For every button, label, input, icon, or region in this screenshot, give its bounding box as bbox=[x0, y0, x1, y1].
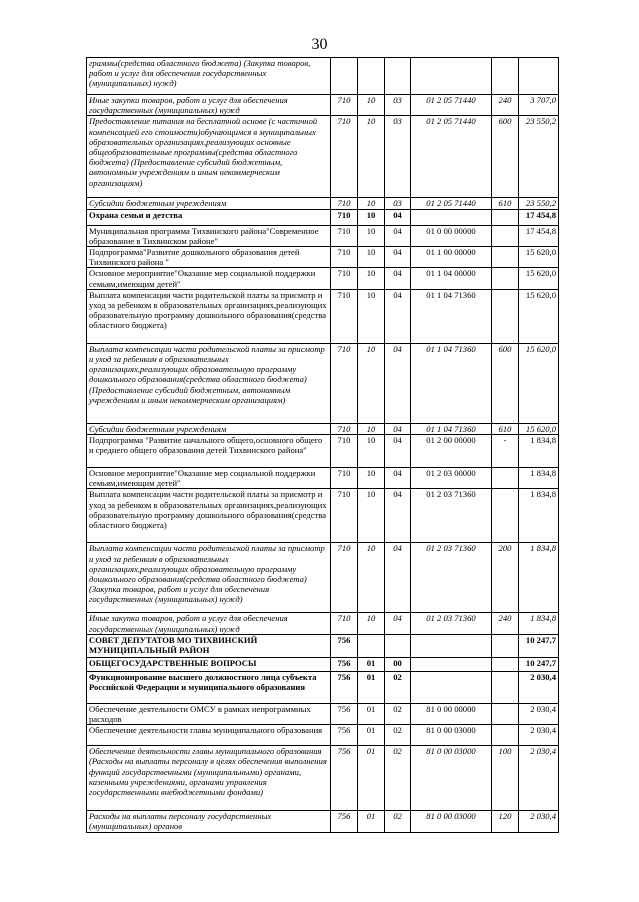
cell-sum: 2 030,4 bbox=[519, 725, 559, 746]
cell-sum: 3 707,0 bbox=[519, 95, 559, 116]
cell-vr bbox=[492, 209, 519, 225]
cell-name: Иные закупки товаров, работ и услуг для обеспечения государственных (муниципальных) нужд bbox=[87, 95, 331, 116]
cell-sum: 1 834,8 bbox=[519, 435, 559, 468]
page-number: 30 bbox=[311, 36, 328, 53]
cell-csr: 81 0 00 03000 bbox=[411, 746, 492, 811]
cell-name: Обеспечение деятельности главы муниципального образования bbox=[87, 725, 331, 746]
cell-vr bbox=[492, 468, 519, 489]
cell-gr: 710 bbox=[331, 468, 358, 489]
cell-pr: 04 bbox=[385, 225, 411, 246]
table-row bbox=[87, 116, 559, 198]
cell-vr bbox=[492, 703, 519, 724]
table-row bbox=[87, 725, 559, 746]
cell-vr: 240 bbox=[492, 95, 519, 116]
table-row bbox=[87, 247, 559, 268]
cell-gr: 756 bbox=[331, 746, 358, 811]
cell-sum: 17 454,8 bbox=[519, 209, 559, 225]
cell-csr: 01 2 03 71360 bbox=[411, 543, 492, 613]
cell-sum: 23 550,2 bbox=[519, 198, 559, 209]
cell-csr: 01 2 03 71360 bbox=[411, 489, 492, 543]
cell-gr: 710 bbox=[331, 489, 358, 543]
cell-vr bbox=[492, 657, 519, 671]
table-row bbox=[87, 268, 559, 289]
cell-gr: 710 bbox=[331, 198, 358, 209]
cell-pr: 04 bbox=[385, 209, 411, 225]
table-row bbox=[87, 746, 559, 811]
cell-pr bbox=[385, 634, 411, 657]
cell-name: Основное мероприятие"Оказание мер социальной поддержки семьям,имеющим детей" bbox=[87, 468, 331, 489]
cell-gr: 756 bbox=[331, 634, 358, 657]
cell-pr: 02 bbox=[385, 746, 411, 811]
cell-rz: 10 bbox=[358, 247, 385, 268]
cell-sum: 2 030,4 bbox=[519, 811, 559, 832]
cell-pr: 04 bbox=[385, 468, 411, 489]
cell-gr: 710 bbox=[331, 543, 358, 613]
cell-rz: 10 bbox=[358, 423, 385, 434]
cell-gr: 710 bbox=[331, 225, 358, 246]
cell-vr: 610 bbox=[492, 423, 519, 434]
cell-rz: 01 bbox=[358, 703, 385, 724]
cell-rz: 10 bbox=[358, 468, 385, 489]
cell-rz: 01 bbox=[358, 811, 385, 832]
cell-csr: 01 2 05 71440 bbox=[411, 198, 492, 209]
table-row bbox=[87, 703, 559, 724]
cell-rz: 10 bbox=[358, 225, 385, 246]
cell-gr: 710 bbox=[331, 209, 358, 225]
cell-vr: 600 bbox=[492, 343, 519, 423]
table-row bbox=[87, 468, 559, 489]
cell-gr: 710 bbox=[331, 613, 358, 634]
cell-vr: 610 bbox=[492, 198, 519, 209]
cell-csr bbox=[411, 209, 492, 225]
cell-gr: 756 bbox=[331, 657, 358, 671]
cell-csr: 01 2 03 71360 bbox=[411, 613, 492, 634]
cell-vr: 240 bbox=[492, 613, 519, 634]
cell-pr: 00 bbox=[385, 657, 411, 671]
cell-gr: 756 bbox=[331, 725, 358, 746]
cell-name: Расходы на выплаты персоналу государственных (муниципальных) органов bbox=[87, 811, 331, 832]
cell-rz: 01 bbox=[358, 671, 385, 703]
cell-vr: - bbox=[492, 435, 519, 468]
table-row bbox=[87, 95, 559, 116]
cell-gr: 710 bbox=[331, 289, 358, 343]
cell-sum bbox=[519, 58, 559, 95]
cell-sum: 15 620,0 bbox=[519, 343, 559, 423]
budget-table-body bbox=[87, 58, 559, 833]
table-row bbox=[87, 811, 559, 832]
cell-sum: 1 834,8 bbox=[519, 613, 559, 634]
cell-name: Выплата компенсации части родительской платы за присмотр и уход за ребенком в образовательных организациях,реализующих образовательную программу дошкольного образования(средства областного бюджета) bbox=[87, 289, 331, 343]
cell-name: Субсидии бюджетным учреждениям bbox=[87, 423, 331, 434]
cell-sum: 15 620,0 bbox=[519, 289, 559, 343]
cell-csr: 01 1 00 00000 bbox=[411, 247, 492, 268]
cell-csr bbox=[411, 657, 492, 671]
cell-pr: 04 bbox=[385, 289, 411, 343]
table-row bbox=[87, 423, 559, 434]
cell-pr: 04 bbox=[385, 435, 411, 468]
table-row bbox=[87, 671, 559, 703]
cell-name: Обеспечение деятельности главы муниципального образования (Расходы на выплаты персоналу в целях обеспечения выполнения функций государственными (муниципальными) органами, казенными учреждениями, органами управления государственными внебюджетными фондами) bbox=[87, 746, 331, 811]
cell-sum: 2 030,4 bbox=[519, 746, 559, 811]
cell-sum: 1 834,8 bbox=[519, 468, 559, 489]
table-row bbox=[87, 225, 559, 246]
cell-vr bbox=[492, 489, 519, 543]
cell-rz: 10 bbox=[358, 613, 385, 634]
cell-vr: 100 bbox=[492, 746, 519, 811]
cell-csr: 01 0 00 00000 bbox=[411, 225, 492, 246]
cell-name: Предоставление питания на бесплатной основе (с частичной компенсацией его стоимости)обучающимся в муниципальных образовательных организациях,реализующих основные общеобразовательные программы(средства областного бюджета) (Предоставление субсидий бюджетным, автономным учреждениям и иным некоммерческим организациям) bbox=[87, 116, 331, 198]
cell-vr: 120 bbox=[492, 811, 519, 832]
cell-gr: 710 bbox=[331, 423, 358, 434]
cell-name: Обеспечение деятельности ОМСУ в рамках непрограммных расходов bbox=[87, 703, 331, 724]
cell-rz: 01 bbox=[358, 657, 385, 671]
cell-csr: 81 0 00 03000 bbox=[411, 725, 492, 746]
cell-sum: 23 550,2 bbox=[519, 116, 559, 198]
cell-pr: 02 bbox=[385, 671, 411, 703]
cell-pr bbox=[385, 58, 411, 95]
cell-csr bbox=[411, 671, 492, 703]
cell-name: Основное мероприятие"Оказание мер социальной поддержки семьям,имеющим детей" bbox=[87, 268, 331, 289]
cell-vr bbox=[492, 225, 519, 246]
cell-pr: 04 bbox=[385, 613, 411, 634]
cell-pr: 02 bbox=[385, 703, 411, 724]
cell-pr: 04 bbox=[385, 343, 411, 423]
cell-pr: 04 bbox=[385, 268, 411, 289]
cell-name: Выплата компенсации части родительской платы за присмотр и уход за ребенком в образовательных организациях,реализующих образовательную программу дошкольного образования(средства областного бюджета) (Предоставление субсидий бюджетным, автономным учреждениям и иным некоммерческим организациям) bbox=[87, 343, 331, 423]
cell-csr: 01 1 04 71360 bbox=[411, 423, 492, 434]
cell-pr: 03 bbox=[385, 198, 411, 209]
cell-gr: 710 bbox=[331, 247, 358, 268]
cell-vr: 200 bbox=[492, 543, 519, 613]
cell-vr bbox=[492, 634, 519, 657]
cell-name: Подпрограмма"Развитие дошкольного образования детей Тихвинского района " bbox=[87, 247, 331, 268]
cell-name: граммы(средства областного бюджета) (Закупка товаров, работ и услуг для обеспечения государственных (муниципальных) нужд) bbox=[87, 58, 331, 95]
table-row bbox=[87, 58, 559, 95]
cell-rz: 10 bbox=[358, 435, 385, 468]
cell-pr: 03 bbox=[385, 116, 411, 198]
cell-name: СОВЕТ ДЕПУТАТОВ МО ТИХВИНСКИЙ МУНИЦИПАЛЬНЫЙ РАЙОН bbox=[87, 634, 331, 657]
cell-pr: 04 bbox=[385, 489, 411, 543]
cell-vr bbox=[492, 58, 519, 95]
cell-name: Субсидии бюджетным учреждениям bbox=[87, 198, 331, 209]
cell-rz: 10 bbox=[358, 116, 385, 198]
cell-pr: 02 bbox=[385, 811, 411, 832]
cell-name: Муниципальная программа Тихвинского района"Современное образование в Тихвинском районе" bbox=[87, 225, 331, 246]
cell-gr: 710 bbox=[331, 343, 358, 423]
cell-csr: 01 1 04 71360 bbox=[411, 289, 492, 343]
cell-pr: 02 bbox=[385, 725, 411, 746]
cell-gr: 756 bbox=[331, 703, 358, 724]
cell-name: Выплата компенсации части родительской платы за присмотр и уход за ребенком в образовательных организациях,реализующих образовательную программу дошкольного образования(средства областного бюджета) bbox=[87, 489, 331, 543]
cell-rz: 10 bbox=[358, 268, 385, 289]
cell-rz: 01 bbox=[358, 725, 385, 746]
cell-gr: 756 bbox=[331, 671, 358, 703]
cell-gr: 710 bbox=[331, 95, 358, 116]
cell-csr: 01 1 04 71360 bbox=[411, 343, 492, 423]
cell-vr: 600 bbox=[492, 116, 519, 198]
cell-rz: 10 bbox=[358, 209, 385, 225]
table-row bbox=[87, 343, 559, 423]
cell-rz: 10 bbox=[358, 95, 385, 116]
cell-sum: 17 454,8 bbox=[519, 225, 559, 246]
cell-csr bbox=[411, 58, 492, 95]
table-row bbox=[87, 489, 559, 543]
cell-csr: 01 2 05 71440 bbox=[411, 116, 492, 198]
cell-rz: 10 bbox=[358, 289, 385, 343]
cell-name: Выплата компенсации части родительской платы за присмотр и уход за ребенком в образовательных организациях,реализующих образовательную программу дошкольного образования(средства областного бюджета) (Закупка товаров, работ и услуг для обеспечения государственных (муниципальных) нужд) bbox=[87, 543, 331, 613]
cell-rz: 10 bbox=[358, 343, 385, 423]
cell-csr bbox=[411, 634, 492, 657]
cell-vr bbox=[492, 247, 519, 268]
table-row bbox=[87, 435, 559, 468]
cell-csr: 01 2 05 71440 bbox=[411, 95, 492, 116]
table-row bbox=[87, 543, 559, 613]
cell-pr: 04 bbox=[385, 423, 411, 434]
cell-sum: 15 620,0 bbox=[519, 268, 559, 289]
cell-sum: 10 247,7 bbox=[519, 634, 559, 657]
cell-gr: 756 bbox=[331, 811, 358, 832]
table-row bbox=[87, 613, 559, 634]
cell-pr: 04 bbox=[385, 247, 411, 268]
cell-pr: 03 bbox=[385, 95, 411, 116]
cell-rz bbox=[358, 634, 385, 657]
cell-name: Иные закупки товаров, работ и услуг для обеспечения государственных (муниципальных) нужд bbox=[87, 613, 331, 634]
cell-sum: 15 620,0 bbox=[519, 247, 559, 268]
cell-gr bbox=[331, 58, 358, 95]
cell-vr bbox=[492, 289, 519, 343]
table-row bbox=[87, 289, 559, 343]
cell-rz: 10 bbox=[358, 198, 385, 209]
cell-pr: 04 bbox=[385, 543, 411, 613]
cell-sum: 10 247,7 bbox=[519, 657, 559, 671]
table-row bbox=[87, 198, 559, 209]
cell-sum: 1 834,8 bbox=[519, 489, 559, 543]
cell-name: ОБЩЕГОСУДАРСТВЕННЫЕ ВОПРОСЫ bbox=[87, 657, 331, 671]
cell-csr: 01 2 03 00000 bbox=[411, 468, 492, 489]
cell-name: Охрана семьи и детства bbox=[87, 209, 331, 225]
cell-rz: 01 bbox=[358, 746, 385, 811]
cell-name: Подпрограмма "Развитие начального общего,основного общего и среднего общего образования детей Тихвинского района" bbox=[87, 435, 331, 468]
cell-csr: 81 0 00 00000 bbox=[411, 703, 492, 724]
cell-vr bbox=[492, 671, 519, 703]
table-row bbox=[87, 657, 559, 671]
cell-csr: 01 2 00 00000 bbox=[411, 435, 492, 468]
cell-sum: 1 834,8 bbox=[519, 543, 559, 613]
cell-sum: 2 030,4 bbox=[519, 703, 559, 724]
table-row bbox=[87, 209, 559, 225]
cell-vr bbox=[492, 725, 519, 746]
cell-csr: 01 1 04 00000 bbox=[411, 268, 492, 289]
cell-name: Функционирование высшего должностного лица субъекта Российской Федерации и муниципального образования bbox=[87, 671, 331, 703]
cell-gr: 710 bbox=[331, 268, 358, 289]
table-row bbox=[87, 634, 559, 657]
cell-gr: 710 bbox=[331, 435, 358, 468]
cell-csr: 81 0 00 03000 bbox=[411, 811, 492, 832]
cell-sum: 15 620,0 bbox=[519, 423, 559, 434]
cell-vr bbox=[492, 268, 519, 289]
budget-table bbox=[86, 57, 559, 833]
cell-rz: 10 bbox=[358, 489, 385, 543]
cell-gr: 710 bbox=[331, 116, 358, 198]
cell-rz: 10 bbox=[358, 543, 385, 613]
cell-sum: 2 030,4 bbox=[519, 671, 559, 703]
cell-rz bbox=[358, 58, 385, 95]
